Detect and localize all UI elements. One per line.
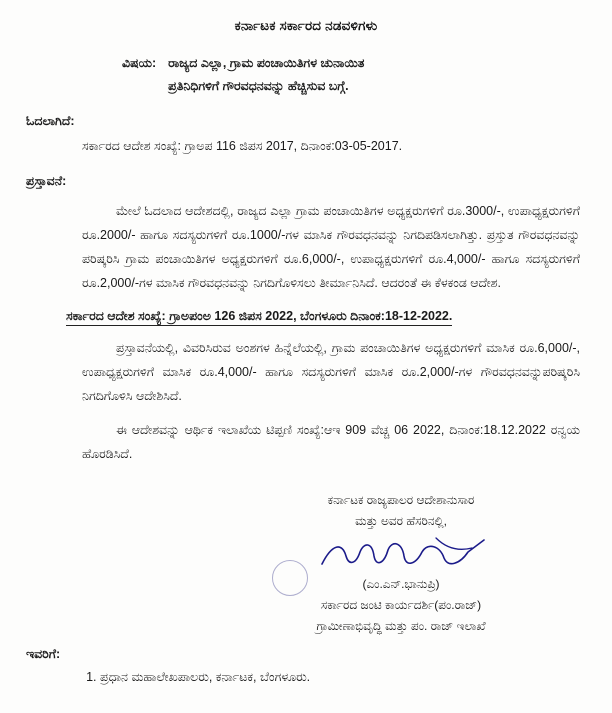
signature-block [26, 490, 586, 637]
signature-authority-line-1: ಕರ್ನಾಟಕ ರಾಜ್ಯಪಾಲರ ಆದೇಶಾನುಸಾರ [327, 492, 475, 507]
subject-text [168, 52, 364, 98]
page-title: ಕರ್ನಾಟಕ ಸರ್ಕಾರದ ನಡವಳಿಗಳು [234, 18, 378, 33]
order-closing-text: ಈ ಆದೇಶವನ್ನು ಆರ್ಥಿಕ ಇಲಾಖೆಯ ಟಿಪ್ಪಣಿ ಸಂಖ್ಯೆ:ಆಇ 909 ವೆಚ್ಚ 06 2022, ದಿನಾಂಕ:18.12.2022 ರನ್ವಯ ಹೊರಡಿಸಿದೆ. [82, 422, 580, 461]
subject-label: ವಿಷಯ: [122, 56, 157, 70]
copy-to-list [26, 666, 586, 689]
read-label: ಓದಲಾಗಿದೆ: [26, 114, 75, 129]
signatory-designation-1: ಸರ್ಕಾರದ ಜಂಟಿ ಕಾರ್ಯದರ್ಶಿ(ಪಂ.ರಾಜ್) [320, 597, 482, 612]
order-body-paragraph [82, 336, 586, 408]
order-body-text: ಪ್ರಸ್ತಾವನೆಯಲ್ಲಿ, ವಿವರಿಸಿರುವ ಅಂಶಗಳ ಹಿನ್ನೆಲೆಯಲ್ಲಿ, ಗ್ರಾಮ ಪಂಚಾಯಿತಿಗಳ ಅಧ್ಯಕ್ಷರುಗಳಿಗೆ ಮಾಸಿಕ ರೂ.6,000/-, ಉಪಾಧ್ಯಕ್ಷರುಗಳಿಗೆ ಮಾಸಿಕ ರೂ.4,000/- ಹಾಗೂ ಸದಸ್ಯರುಗಳಿಗೆ ಮಾಸಿಕ ರೂ.2,000/-ಗಳ ಗೌರವಧನವನ್ನುಪರಿಷ್ಕರಿಸಿ ನಿಗದಿಗೊಳಿಸಿ ಆದೇಶಿಸಿದೆ. [82, 340, 580, 403]
list-item: 1. ಪ್ರಧಾನ ಮಹಾಲೇಖಪಾಲರು, ಕರ್ನಾಟಕ, ಬೆಂಗಳೂರು. [100, 666, 586, 689]
preamble-paragraph [82, 199, 586, 295]
handwritten-signature [216, 534, 586, 574]
preamble-text: ಮೇಲೆ ಓದಲಾದ ಆದೇಶದಲ್ಲಿ, ರಾಜ್ಯದ ಎಲ್ಲಾ ಗ್ರಾಮ ಪಂಚಾಯಿತಿಗಳ ಅಧ್ಯಕ್ಷರುಗಳಿಗೆ ರೂ.3000/-, ಉಪಾಧ್ಯಕ್ಷರುಗಳಿಗೆ ರೂ.2000/- ಹಾಗೂ ಸದಸ್ಯರುಗಳಿಗೆ ರೂ.1000/-ಗಳ ಮಾಸಿಕ ಗೌರವಧನವನ್ನು ನಿಗದಿಪಡಿಸಲಾಗಿತ್ತು. ಪ್ರಸ್ತುತ ಗೌರವಧನವನ್ನು ಪರಿಷ್ಕರಿಸಿ ಗ್ರಾಮ ಪಂಚಾಯಿತಿಗಳ ಅಧ್ಯಕ್ಷರುಗಳಿಗೆ ರೂ.6,000/-, ಉಪಾಧ್ಯಕ್ಷರುಗಳಿಗೆ ರೂ.4,000/- ಹಾಗೂ ಸದಸ್ಯರುಗಳಿಗೆ ರೂ.2,000/-ಗಳ ಮಾಸಿಕ ಗೌರವಧನವನ್ನು ನಿಗದಿಗೊಳಿಸಲು ತೀರ್ಮಾನಿಸಿದೆ. ಆದರಂತೆ ಈ ಕೆಳಕಂಡ ಆದೇಶ. [82, 203, 580, 290]
signatory-name: (ಎಂ.ಎನ್.ಭಾನುಪ್ರಿ) [362, 576, 440, 591]
copy-to-label: ಇವರಿಗೆ: [26, 646, 61, 661]
order-reference: ಸರ್ಕಾರದ ಆದೇಶ ಸಂಖ್ಯೆ: ಗ್ರಾಅಪಂಅ 126 ಜಿಪಸ 2022, ಬೆಂಗಳೂರು ದಿನಾಂಕ:18-12-2022. [66, 309, 452, 326]
subject-line-2: ಪ್ರತಿನಿಧಿಗಳಿಗೆ ಗೌರವಧನವನ್ನು ಹೆಚ್ಚಿಸುವ ಬಗ್ಗೆ. [168, 79, 349, 94]
subject-line-1: ರಾಜ್ಯದ ಎಲ್ಲಾ, ಗ್ರಾಮ ಪಂಚಾಯಿತಿಗಳ ಚುನಾಯಿತ [168, 56, 365, 70]
subject-block [122, 52, 586, 98]
preamble-label: ಪ್ರಸ್ತಾವನೆ: [26, 173, 67, 188]
signature-authority-line-2: ಮತ್ತು ಅವರ ಹೆಸರಿನಲ್ಲಿ, [355, 513, 447, 528]
official-seal [272, 560, 308, 596]
read-reference: ಸರ್ಕಾರದ ಆದೇಶ ಸಂಖ್ಯೆ: ಗ್ರಾಅಪ 116 ಜಿಪಸ 2017, ದಿನಾಂಕ:03-05-2017. [82, 139, 403, 154]
order-closing-paragraph [82, 418, 586, 466]
order-reference-wrap [26, 295, 586, 326]
signatory-designation-2: ಗ್ರಾಮೀಣಾಭಿವೃದ್ಧಿ ಮತ್ತು ಪಂ. ರಾಜ್ ಇಲಾಖೆ [316, 618, 486, 633]
